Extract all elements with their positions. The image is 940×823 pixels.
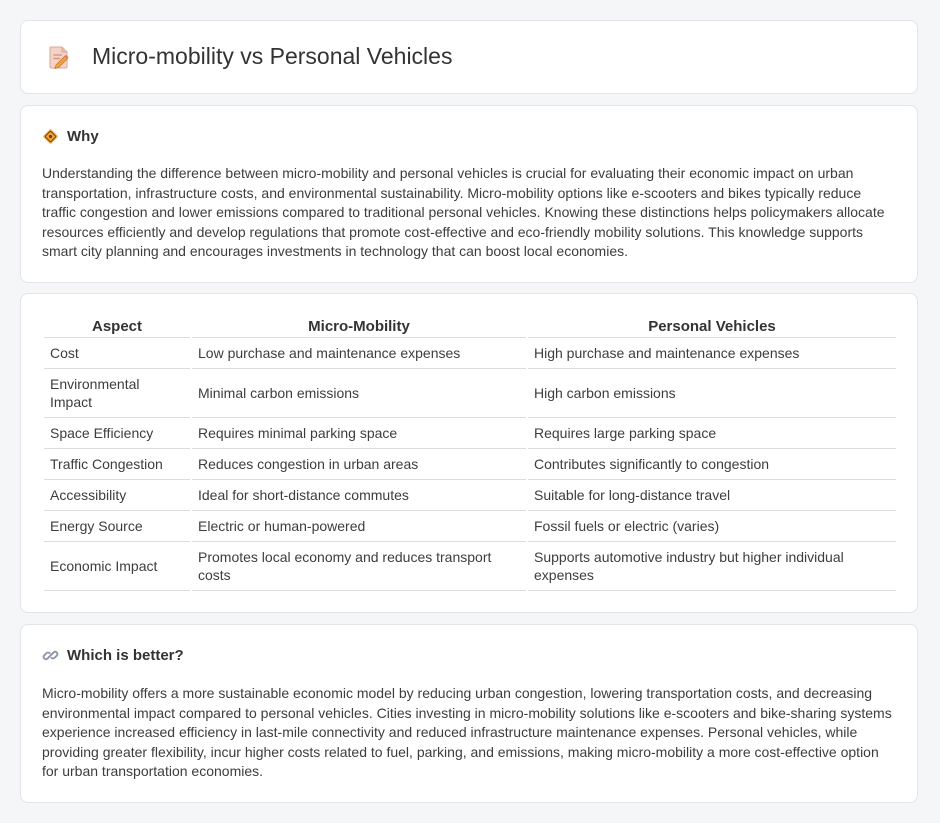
- diamond-sign-icon: [42, 128, 59, 145]
- row-micro-mobility: Minimal carbon emissions: [192, 369, 526, 418]
- comparison-table: [42, 316, 898, 591]
- row-aspect: Accessibility: [44, 480, 190, 511]
- table-row: [44, 449, 896, 480]
- row-aspect: Economic Impact: [44, 542, 190, 591]
- table-row: [44, 511, 896, 542]
- row-personal-vehicles: Supports automotive industry but higher individual expenses: [528, 542, 896, 591]
- better-heading-row: [42, 647, 184, 664]
- title-row: [46, 43, 452, 70]
- row-aspect: Traffic Congestion: [44, 449, 190, 480]
- row-aspect: Environmental Impact: [44, 369, 190, 418]
- link-icon: [42, 647, 59, 664]
- row-personal-vehicles: Contributes significantly to congestion: [528, 449, 896, 480]
- table-row: [44, 369, 896, 418]
- why-heading-row: [42, 128, 99, 145]
- header-micro-mobility: Micro-Mobility: [192, 316, 526, 338]
- row-personal-vehicles: Suitable for long-distance travel: [528, 480, 896, 511]
- row-micro-mobility: Promotes local economy and reduces transport costs: [192, 542, 526, 591]
- table-row: [44, 480, 896, 511]
- document-pencil-icon: [46, 44, 72, 70]
- row-micro-mobility: Low purchase and maintenance expenses: [192, 338, 526, 369]
- row-aspect: Cost: [44, 338, 190, 369]
- table-row: [44, 418, 896, 449]
- table-row: [44, 338, 896, 369]
- why-text: Understanding the difference between micro-mobility and personal vehicles is crucial for evaluating their economic impact on urban transportation, infrastructure costs, and environmental sustainability. Micro-mobility options like e-scooters and bikes typically reduce traffic congestion and lower emissions compared to traditional personal vehicles. Knowing these distinctions helps policymakers allocate resources efficiently and develop regulations that promote cost-effective and eco-friendly mobility solutions. This knowledge supports smart city planning and encourages investments in technology that can boost local economies.: [42, 165, 885, 259]
- row-micro-mobility: Requires minimal parking space: [192, 418, 526, 449]
- row-aspect: Space Efficiency: [44, 418, 190, 449]
- row-personal-vehicles: Requires large parking space: [528, 418, 896, 449]
- why-heading: Why: [67, 128, 99, 145]
- better-text: Micro-mobility offers a more sustainable economic model by reducing urban congestion, lowering transportation costs, and decreasing environmental impact compared to personal vehicles. Cities investing in micro-mobility solutions like e-scooters and bike-sharing systems experience increased efficiency in last-mile connectivity and reduced infrastructure maintenance expenses. Personal vehicles, while providing greater flexibility, incur higher costs related to fuel, parking, and emissions, making micro-mobility a more cost-effective option for urban transportation economies.: [42, 685, 892, 779]
- row-personal-vehicles: High carbon emissions: [528, 369, 896, 418]
- row-personal-vehicles: Fossil fuels or electric (varies): [528, 511, 896, 542]
- title-card: [20, 20, 918, 94]
- row-aspect: Energy Source: [44, 511, 190, 542]
- which-is-better-card: [20, 624, 918, 803]
- table-header-row: [44, 316, 896, 338]
- header-personal-vehicles: Personal Vehicles: [528, 316, 896, 338]
- row-micro-mobility: Electric or human-powered: [192, 511, 526, 542]
- why-card: [20, 105, 918, 283]
- table-row: [44, 542, 896, 591]
- comparison-table-card: [20, 293, 918, 613]
- header-aspect: Aspect: [44, 316, 190, 338]
- page-title: Micro-mobility vs Personal Vehicles: [92, 43, 453, 69]
- row-personal-vehicles: High purchase and maintenance expenses: [528, 338, 896, 369]
- row-micro-mobility: Reduces congestion in urban areas: [192, 449, 526, 480]
- better-heading: Which is better?: [67, 647, 184, 664]
- row-micro-mobility: Ideal for short-distance commutes: [192, 480, 526, 511]
